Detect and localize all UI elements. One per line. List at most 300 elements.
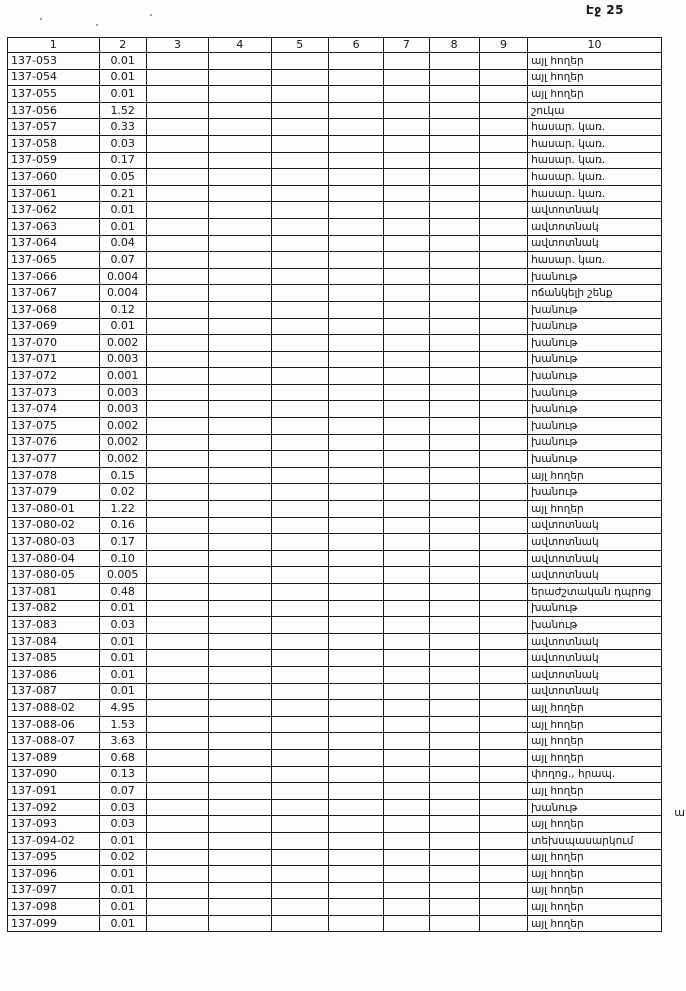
empty-cell	[146, 335, 208, 352]
area-value-cell: 0.005	[99, 567, 146, 584]
empty-cell	[271, 716, 328, 733]
empty-cell	[209, 434, 271, 451]
empty-cell	[429, 418, 479, 435]
empty-cell	[429, 135, 479, 152]
empty-cell	[384, 816, 429, 833]
area-value-cell: 0.10	[99, 550, 146, 567]
area-value-cell: 0.15	[99, 467, 146, 484]
empty-cell	[146, 899, 208, 916]
empty-cell	[146, 816, 208, 833]
empty-cell	[429, 69, 479, 86]
empty-cell	[328, 401, 383, 418]
empty-cell	[271, 501, 328, 518]
parcel-id-cell: 137-083	[8, 617, 100, 634]
empty-cell	[429, 102, 479, 119]
empty-cell	[429, 749, 479, 766]
empty-cell	[479, 733, 527, 750]
empty-cell	[479, 799, 527, 816]
empty-cell	[479, 335, 527, 352]
empty-cell	[271, 766, 328, 783]
empty-cell	[146, 650, 208, 667]
empty-cell	[384, 384, 429, 401]
empty-cell	[384, 700, 429, 717]
table-row	[8, 915, 662, 932]
area-value-cell: 0.01	[99, 218, 146, 235]
empty-cell	[271, 633, 328, 650]
empty-cell	[209, 749, 271, 766]
empty-cell	[429, 86, 479, 103]
empty-cell	[146, 700, 208, 717]
empty-cell	[209, 766, 271, 783]
parcel-id-cell: 137-066	[8, 268, 100, 285]
parcel-id-cell: 137-061	[8, 185, 100, 202]
land-use-cell: այլ հողեր	[528, 749, 662, 766]
area-value-cell: 1.53	[99, 716, 146, 733]
empty-cell	[328, 650, 383, 667]
empty-cell	[328, 418, 383, 435]
empty-cell	[429, 368, 479, 385]
empty-cell	[146, 384, 208, 401]
empty-cell	[209, 335, 271, 352]
area-value-cell: 0.13	[99, 766, 146, 783]
land-use-cell: այլ հողեր	[528, 716, 662, 733]
empty-cell	[209, 86, 271, 103]
empty-cell	[146, 534, 208, 551]
empty-cell	[384, 733, 429, 750]
land-use-cell: այլ հողեր	[528, 733, 662, 750]
empty-cell	[271, 550, 328, 567]
land-use-cell: երաժշտական դպրոց	[528, 584, 662, 601]
empty-cell	[209, 534, 271, 551]
empty-cell	[429, 799, 479, 816]
parcel-id-cell: 137-088-07	[8, 733, 100, 750]
empty-cell	[271, 401, 328, 418]
empty-cell	[271, 683, 328, 700]
empty-cell	[209, 268, 271, 285]
empty-cell	[384, 666, 429, 683]
empty-cell	[384, 301, 429, 318]
empty-cell	[328, 517, 383, 534]
empty-cell	[146, 749, 208, 766]
parcel-id-cell: 137-057	[8, 119, 100, 136]
parcel-id-cell: 137-072	[8, 368, 100, 385]
empty-cell	[328, 69, 383, 86]
area-value-cell: 0.01	[99, 633, 146, 650]
empty-cell	[146, 401, 208, 418]
area-value-cell: 0.12	[99, 301, 146, 318]
empty-cell	[429, 849, 479, 866]
empty-cell	[209, 384, 271, 401]
empty-cell	[384, 899, 429, 916]
empty-cell	[429, 584, 479, 601]
empty-cell	[328, 550, 383, 567]
parcel-id-cell: 137-080-05	[8, 567, 100, 584]
table-row	[8, 484, 662, 501]
table-row	[8, 218, 662, 235]
parcel-id-cell: 137-075	[8, 418, 100, 435]
parcel-id-cell: 137-080-02	[8, 517, 100, 534]
area-value-cell: 0.004	[99, 285, 146, 302]
table-row	[8, 185, 662, 202]
empty-cell	[271, 185, 328, 202]
empty-cell	[479, 467, 527, 484]
empty-cell	[209, 119, 271, 136]
empty-cell	[479, 915, 527, 932]
empty-cell	[271, 102, 328, 119]
empty-cell	[479, 484, 527, 501]
empty-cell	[271, 733, 328, 750]
empty-cell	[146, 915, 208, 932]
empty-cell	[429, 384, 479, 401]
empty-cell	[429, 152, 479, 169]
empty-cell	[209, 467, 271, 484]
empty-cell	[384, 633, 429, 650]
parcel-id-cell: 137-060	[8, 169, 100, 186]
empty-cell	[209, 899, 271, 916]
empty-cell	[209, 218, 271, 235]
empty-cell	[271, 202, 328, 219]
empty-cell	[209, 69, 271, 86]
area-value-cell: 0.003	[99, 351, 146, 368]
parcel-id-cell: 137-086	[8, 666, 100, 683]
empty-cell	[146, 733, 208, 750]
area-value-cell: 0.03	[99, 617, 146, 634]
parcel-id-cell: 137-095	[8, 849, 100, 866]
parcel-id-cell: 137-091	[8, 783, 100, 800]
empty-cell	[146, 832, 208, 849]
empty-cell	[479, 517, 527, 534]
parcel-id-cell: 137-096	[8, 866, 100, 883]
empty-cell	[146, 666, 208, 683]
empty-cell	[146, 467, 208, 484]
area-value-cell: 0.01	[99, 650, 146, 667]
land-use-cell: այլ հողեր	[528, 866, 662, 883]
area-value-cell: 0.03	[99, 816, 146, 833]
land-use-cell: հասար. կառ.	[528, 119, 662, 136]
table-row	[8, 666, 662, 683]
empty-cell	[384, 915, 429, 932]
table-row	[8, 584, 662, 601]
area-value-cell: 0.01	[99, 866, 146, 883]
empty-cell	[328, 102, 383, 119]
area-value-cell: 0.003	[99, 384, 146, 401]
empty-cell	[384, 285, 429, 302]
column-header: 7	[384, 38, 429, 53]
empty-cell	[271, 749, 328, 766]
table-row	[8, 766, 662, 783]
land-use-cell: ավտոտնակ	[528, 550, 662, 567]
empty-cell	[146, 434, 208, 451]
empty-cell	[146, 119, 208, 136]
empty-cell	[384, 434, 429, 451]
empty-cell	[479, 683, 527, 700]
empty-cell	[146, 351, 208, 368]
parcel-id-cell: 137-093	[8, 816, 100, 833]
empty-cell	[479, 633, 527, 650]
empty-cell	[479, 783, 527, 800]
empty-cell	[479, 384, 527, 401]
empty-cell	[479, 285, 527, 302]
land-use-cell: փողոց., հրապ.	[528, 766, 662, 783]
table-row	[8, 617, 662, 634]
table-row	[8, 451, 662, 468]
empty-cell	[429, 218, 479, 235]
table-row	[8, 534, 662, 551]
empty-cell	[271, 285, 328, 302]
empty-cell	[429, 816, 479, 833]
empty-cell	[429, 451, 479, 468]
area-value-cell: 0.16	[99, 517, 146, 534]
empty-cell	[209, 102, 271, 119]
empty-cell	[328, 384, 383, 401]
empty-cell	[328, 53, 383, 70]
empty-cell	[429, 650, 479, 667]
land-use-cell: շուկա	[528, 102, 662, 119]
empty-cell	[209, 617, 271, 634]
empty-cell	[209, 733, 271, 750]
empty-cell	[429, 617, 479, 634]
land-use-cell: հասար. կառ.	[528, 135, 662, 152]
empty-cell	[479, 53, 527, 70]
empty-cell	[384, 202, 429, 219]
land-use-cell: խանութ	[528, 401, 662, 418]
land-use-cell: խանութ	[528, 418, 662, 435]
land-use-cell: խանութ	[528, 617, 662, 634]
land-use-cell: ավտոտնակ	[528, 666, 662, 683]
empty-cell	[479, 119, 527, 136]
empty-cell	[146, 418, 208, 435]
empty-cell	[328, 451, 383, 468]
empty-cell	[146, 866, 208, 883]
empty-cell	[479, 882, 527, 899]
empty-cell	[146, 451, 208, 468]
table-row	[8, 318, 662, 335]
empty-cell	[429, 252, 479, 269]
parcel-id-cell: 137-079	[8, 484, 100, 501]
empty-cell	[209, 202, 271, 219]
area-value-cell: 0.002	[99, 434, 146, 451]
empty-cell	[328, 600, 383, 617]
column-header: 6	[328, 38, 383, 53]
empty-cell	[146, 218, 208, 235]
table-row	[8, 749, 662, 766]
table-row	[8, 832, 662, 849]
table-row	[8, 733, 662, 750]
empty-cell	[146, 567, 208, 584]
empty-cell	[384, 401, 429, 418]
table-row	[8, 301, 662, 318]
empty-cell	[479, 235, 527, 252]
parcel-id-cell: 137-074	[8, 401, 100, 418]
empty-cell	[146, 799, 208, 816]
empty-cell	[479, 832, 527, 849]
empty-cell	[209, 550, 271, 567]
empty-cell	[479, 567, 527, 584]
empty-cell	[479, 716, 527, 733]
empty-cell	[328, 849, 383, 866]
area-value-cell: 0.003	[99, 401, 146, 418]
empty-cell	[429, 534, 479, 551]
empty-cell	[146, 716, 208, 733]
area-value-cell: 0.17	[99, 534, 146, 551]
land-use-cell: խանութ	[528, 351, 662, 368]
empty-cell	[146, 268, 208, 285]
empty-cell	[479, 666, 527, 683]
area-value-cell: 0.05	[99, 169, 146, 186]
empty-cell	[328, 617, 383, 634]
table-row	[8, 69, 662, 86]
table-row	[8, 135, 662, 152]
empty-cell	[328, 534, 383, 551]
empty-cell	[271, 600, 328, 617]
table-row	[8, 434, 662, 451]
empty-cell	[384, 866, 429, 883]
empty-cell	[271, 252, 328, 269]
empty-cell	[384, 766, 429, 783]
empty-cell	[271, 69, 328, 86]
empty-cell	[479, 434, 527, 451]
parcel-id-cell: 137-080-01	[8, 501, 100, 518]
parcel-id-cell: 137-097	[8, 882, 100, 899]
column-header: 3	[146, 38, 208, 53]
empty-cell	[384, 467, 429, 484]
empty-cell	[384, 268, 429, 285]
empty-cell	[146, 152, 208, 169]
parcel-id-cell: 137-056	[8, 102, 100, 119]
empty-cell	[479, 451, 527, 468]
empty-cell	[146, 69, 208, 86]
area-value-cell: 1.22	[99, 501, 146, 518]
empty-cell	[479, 749, 527, 766]
table-row	[8, 816, 662, 833]
parcel-id-cell: 137-084	[8, 633, 100, 650]
empty-cell	[429, 766, 479, 783]
land-use-cell: ավտոտնակ	[528, 235, 662, 252]
empty-cell	[429, 882, 479, 899]
empty-cell	[146, 53, 208, 70]
land-use-cell: այլ հողեր	[528, 882, 662, 899]
column-header: 2	[99, 38, 146, 53]
empty-cell	[429, 484, 479, 501]
empty-cell	[479, 650, 527, 667]
empty-cell	[146, 102, 208, 119]
empty-cell	[384, 351, 429, 368]
empty-cell	[479, 185, 527, 202]
empty-cell	[328, 484, 383, 501]
area-value-cell: 0.002	[99, 418, 146, 435]
empty-cell	[429, 351, 479, 368]
land-use-cell: այլ հողեր	[528, 501, 662, 518]
empty-cell	[479, 700, 527, 717]
empty-cell	[209, 633, 271, 650]
empty-cell	[328, 467, 383, 484]
land-use-cell: այլ հողեր	[528, 816, 662, 833]
empty-cell	[479, 69, 527, 86]
empty-cell	[328, 832, 383, 849]
empty-cell	[479, 135, 527, 152]
empty-cell	[384, 119, 429, 136]
empty-cell	[384, 218, 429, 235]
empty-cell	[384, 501, 429, 518]
empty-cell	[384, 882, 429, 899]
land-use-cell: այլ հողեր	[528, 69, 662, 86]
empty-cell	[146, 501, 208, 518]
empty-cell	[146, 584, 208, 601]
empty-cell	[384, 550, 429, 567]
empty-cell	[146, 783, 208, 800]
parcel-id-cell: 137-070	[8, 335, 100, 352]
area-value-cell: 0.01	[99, 683, 146, 700]
parcel-id-cell: 137-055	[8, 86, 100, 103]
empty-cell	[479, 368, 527, 385]
empty-cell	[328, 268, 383, 285]
table-row	[8, 683, 662, 700]
empty-cell	[146, 169, 208, 186]
empty-cell	[384, 252, 429, 269]
table-row	[8, 882, 662, 899]
empty-cell	[328, 816, 383, 833]
area-value-cell: 0.07	[99, 252, 146, 269]
empty-cell	[479, 218, 527, 235]
land-use-cell: խանութ	[528, 268, 662, 285]
land-use-cell: հասար. կառ.	[528, 169, 662, 186]
empty-cell	[479, 351, 527, 368]
empty-cell	[384, 749, 429, 766]
table-row	[8, 401, 662, 418]
area-value-cell: 0.01	[99, 69, 146, 86]
header-row	[8, 38, 662, 53]
empty-cell	[271, 849, 328, 866]
area-value-cell: 0.68	[99, 749, 146, 766]
empty-cell	[479, 268, 527, 285]
empty-cell	[479, 766, 527, 783]
parcel-id-cell: 137-082	[8, 600, 100, 617]
parcel-id-cell: 137-064	[8, 235, 100, 252]
empty-cell	[328, 235, 383, 252]
empty-cell	[271, 484, 328, 501]
land-use-cell: այլ հողեր	[528, 899, 662, 916]
land-use-cell: ավտոտնակ	[528, 218, 662, 235]
land-use-cell: խանութ	[528, 799, 662, 816]
land-use-cell: այլ հողեր	[528, 467, 662, 484]
empty-cell	[209, 501, 271, 518]
land-use-cell: խանութ	[528, 384, 662, 401]
empty-cell	[328, 633, 383, 650]
empty-cell	[384, 783, 429, 800]
parcel-id-cell: 137-087	[8, 683, 100, 700]
empty-cell	[429, 517, 479, 534]
empty-cell	[146, 135, 208, 152]
empty-cell	[209, 517, 271, 534]
empty-cell	[384, 683, 429, 700]
empty-cell	[271, 866, 328, 883]
empty-cell	[328, 766, 383, 783]
empty-cell	[209, 915, 271, 932]
land-use-cell: խանութ	[528, 434, 662, 451]
empty-cell	[328, 882, 383, 899]
empty-cell	[271, 915, 328, 932]
empty-cell	[209, 700, 271, 717]
empty-cell	[328, 335, 383, 352]
parcel-id-cell: 137-054	[8, 69, 100, 86]
land-use-cell: այլ հողեր	[528, 783, 662, 800]
parcel-id-cell: 137-062	[8, 202, 100, 219]
column-header: 8	[429, 38, 479, 53]
table-row	[8, 418, 662, 435]
land-use-cell: այլ հողեր	[528, 86, 662, 103]
empty-cell	[328, 368, 383, 385]
table-row	[8, 53, 662, 70]
